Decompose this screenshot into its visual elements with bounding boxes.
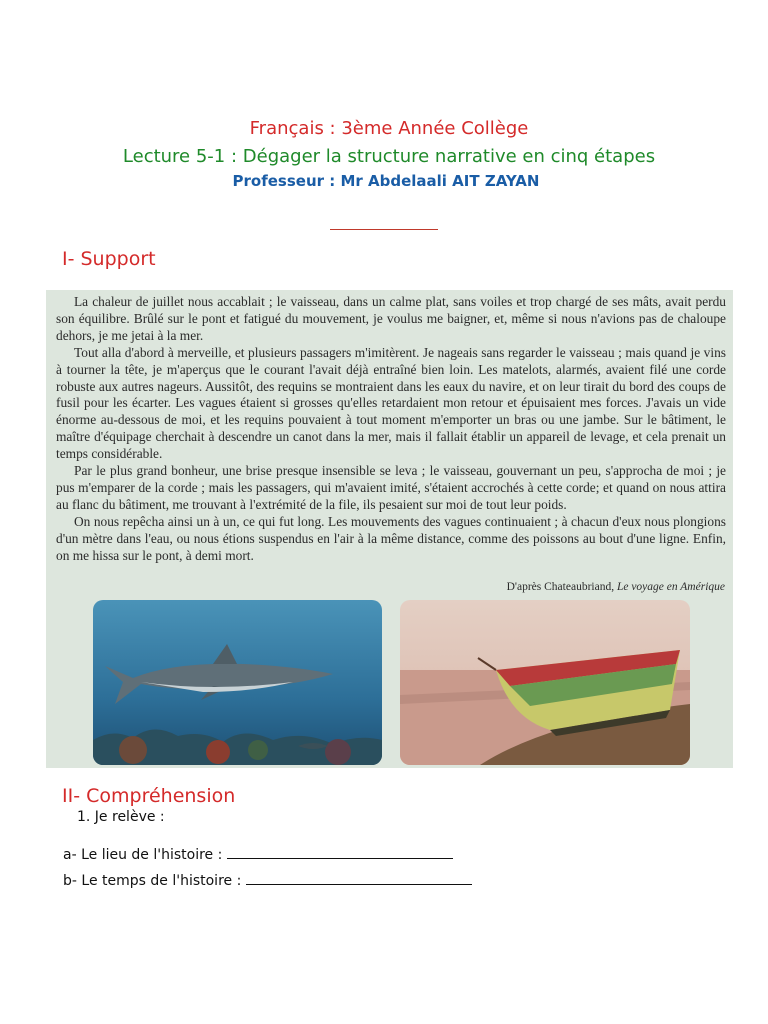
support-panel (46, 290, 733, 768)
shark-photo (93, 600, 382, 765)
teacher-name: Professeur : Mr Abdelaali AIT ZAYAN (232, 172, 540, 190)
passage-paragraph: Tout alla d'abord à merveille, et plusieurs passagers m'imitèrent. Je nageais sans regarder le vaisseau ; mais quand je vins à tourner la tête, je m'aperçus que le courant l'avait déjà entraîné bien loin. Les matelots, alarmés, avaient filé une corde robuste aux autres nageurs. Aussitôt, des requins se montraient dans les eaux du navire, et on leur tirait du bord des coups de fusil pour les écarter. Les vagues étaient si grosses qu'elles retardaient mon retour et épuisaient mes forces. J'avais un vide énorme au-dessous de moi, et les requins pouvaient à tout moment m'emporter un bras ou une jambe. Sur le bâtiment, le maître d'équipage cherchait à descendre un canot dans la mer, mais il fallait établir un appareil de levage, et cela prenait un temps considérable. (56, 344, 726, 462)
passage-paragraph: La chaleur de juillet nous accablait ; le vaisseau, dans un calme plat, sans voiles et trop chargé de ses mâts, avait perdu son équilibre. Brûlé sur le pont et fatigué du mouvement, je voulus me baigner, et, même si nous n'avions pas de chaloupe dehors, je me jetai à la mer. (56, 294, 726, 343)
passage-paragraph: Par le plus grand bonheur, une brise presque insensible se leva ; le vaisseau, gouvernant un peu, s'approcha de moi ; je pus m'emparer de la corde ; mais les passagers, qui m'avaient imité, s'étaient accrochés à cette corde; et quand on nous attira au flanc du bâtiment, me trouvant à l'extrémité de la file, ils pesaient sur moi de tout leur poids. (56, 463, 726, 512)
title-divider (330, 229, 438, 230)
question-item-1: 1. Je relève : (77, 809, 165, 825)
credit-work: Le voyage en Amérique (616, 581, 725, 593)
section-comprehension-heading: II- Compréhension (62, 785, 236, 807)
course-title: Français : 3ème Année Collège (249, 118, 529, 139)
section-support-heading: I- Support (62, 248, 156, 270)
question-place (63, 846, 453, 863)
passage-credit (507, 581, 725, 593)
question-time (63, 872, 472, 889)
boat-photo (400, 600, 690, 765)
question-time-label: b- Le temps de l'histoire : (63, 873, 246, 889)
question-place-label: a- Le lieu de l'histoire : (63, 847, 227, 863)
lesson-title: Lecture 5-1 : Dégager la structure narrative en cinq étapes (122, 146, 656, 167)
credit-author: D'après Chateaubriand, (506, 581, 617, 593)
answer-place-field[interactable] (227, 846, 453, 859)
reading-passage (56, 294, 726, 565)
passage-paragraph: On nous repêcha ainsi un à un, ce qui fut long. Les mouvements des vagues continuaient ; à chacun d'eux nous plongions d'un mètre dans l'eau, ou nous étions suspendus en l'air à la même distance, comme des poissons au bout d'une ligne. Enfin, on me hissa sur le pont, à demi mort. (56, 513, 726, 563)
answer-time-field[interactable] (246, 872, 472, 885)
